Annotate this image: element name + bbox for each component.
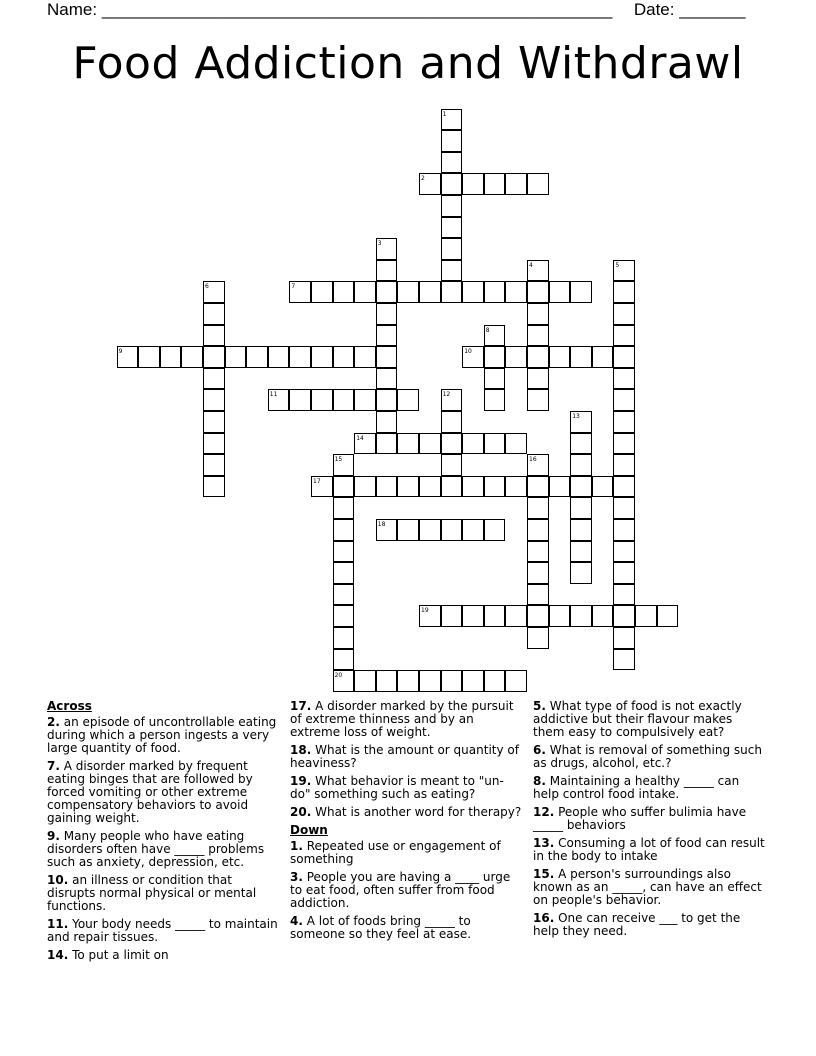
crossword-cell[interactable] xyxy=(613,411,635,433)
crossword-cell[interactable] xyxy=(484,368,506,390)
crossword-cell[interactable] xyxy=(203,411,225,433)
crossword-cell[interactable] xyxy=(613,454,635,476)
clue-across-19: 19. What behavior is meant to "un-do" something such as eating? xyxy=(290,774,504,801)
crossword-cell[interactable] xyxy=(549,346,571,368)
crossword-cell[interactable] xyxy=(333,584,355,606)
crossword-cell[interactable] xyxy=(484,519,506,541)
clue-number-label: 15 xyxy=(334,456,343,464)
clue-across-14: 14. To put a limit on xyxy=(47,948,169,962)
crossword-cell[interactable] xyxy=(527,173,549,195)
crossword-cell[interactable] xyxy=(527,281,549,303)
crossword-cell[interactable] xyxy=(441,238,463,260)
date-label: Date: xyxy=(633,0,675,19)
clue-across-2: 2. an episode of uncontrollable eating during which a person ingests a very large quantity of food. xyxy=(47,715,277,755)
clue-number-label: 11 xyxy=(269,391,278,399)
clue-number-label: 7 xyxy=(291,283,296,291)
clue-across-9: 9. Many people who have eating disorders often have _____ problems such as anxiety, depression, etc. xyxy=(47,829,265,869)
crossword-cell[interactable] xyxy=(505,476,527,498)
crossword-cell[interactable] xyxy=(570,433,592,455)
crossword-cell[interactable] xyxy=(397,433,419,455)
crossword-cell[interactable] xyxy=(505,173,527,195)
crossword-cell[interactable] xyxy=(613,346,635,368)
crossword-cell[interactable] xyxy=(354,346,376,368)
crossword-cell[interactable] xyxy=(505,346,527,368)
crossword-cell[interactable] xyxy=(484,325,506,347)
clue-down-16: 16. One can receive ___ to get the help they need. xyxy=(533,911,741,938)
clues-column-1 xyxy=(47,700,281,967)
crossword-cell[interactable] xyxy=(527,454,549,476)
clue-number-label: 16 xyxy=(529,456,537,464)
crossword-cell[interactable] xyxy=(289,389,311,411)
crossword-cell[interactable] xyxy=(203,303,225,325)
crossword-cell[interactable] xyxy=(203,389,225,411)
crossword-cell[interactable] xyxy=(592,346,614,368)
crossword-cell[interactable] xyxy=(570,562,592,584)
crossword-cell[interactable] xyxy=(570,346,592,368)
crossword-cell[interactable] xyxy=(527,368,549,390)
crossword-cell[interactable] xyxy=(570,519,592,541)
crossword-cell[interactable] xyxy=(441,109,463,131)
crossword-cell[interactable] xyxy=(613,433,635,455)
crossword-cell[interactable] xyxy=(505,281,527,303)
clue-down-6: 6. What is removal of something such as drugs, alcohol, etc.? xyxy=(533,743,762,770)
crossword-cell[interactable] xyxy=(268,389,290,411)
crossword-cell[interactable] xyxy=(505,670,527,692)
crossword-cell[interactable] xyxy=(203,368,225,390)
crossword-cell[interactable] xyxy=(441,670,463,692)
crossword-cell[interactable] xyxy=(203,281,225,303)
crossword-cell[interactable] xyxy=(484,346,506,368)
crossword-cell[interactable] xyxy=(354,281,376,303)
crossword-cell[interactable] xyxy=(376,281,398,303)
crossword-cell[interactable] xyxy=(419,433,441,455)
crossword-cell[interactable] xyxy=(376,411,398,433)
crossword-cell[interactable] xyxy=(333,454,355,476)
crossword-cell[interactable] xyxy=(333,627,355,649)
crossword-cell[interactable] xyxy=(613,519,635,541)
crossword-cell[interactable] xyxy=(441,433,463,455)
crossword-cell[interactable] xyxy=(397,476,419,498)
crossword-cell[interactable] xyxy=(527,389,549,411)
crossword-cell[interactable] xyxy=(527,325,549,347)
crossword-cell[interactable] xyxy=(484,433,506,455)
crossword-cell[interactable] xyxy=(376,303,398,325)
crossword-cell[interactable] xyxy=(527,519,549,541)
crossword-cell[interactable] xyxy=(527,303,549,325)
crossword-cell[interactable] xyxy=(160,346,182,368)
crossword-cell[interactable] xyxy=(203,346,225,368)
crossword-cell[interactable] xyxy=(376,670,398,692)
clue-number-label: 9 xyxy=(118,348,123,356)
crossword-cell[interactable] xyxy=(527,497,549,519)
crossword-cell[interactable] xyxy=(527,346,549,368)
crossword-cell[interactable] xyxy=(333,281,355,303)
crossword-cell[interactable] xyxy=(635,605,657,627)
crossword-cell[interactable] xyxy=(527,562,549,584)
crossword-cell[interactable] xyxy=(376,476,398,498)
crossword-cell[interactable] xyxy=(527,605,549,627)
crossword-cell[interactable] xyxy=(333,605,355,627)
crossword-cell[interactable] xyxy=(225,346,247,368)
clue-number-label: 3 xyxy=(377,240,382,248)
crossword-cell[interactable] xyxy=(419,519,441,541)
crossword-cell[interactable] xyxy=(484,173,506,195)
clue-number-label: 10 xyxy=(464,348,472,356)
crossword-cell[interactable] xyxy=(549,605,571,627)
crossword-cell[interactable] xyxy=(462,670,484,692)
clue-number-label: 6 xyxy=(205,283,209,291)
clue-number-label: 4 xyxy=(529,261,533,269)
crossword-cell[interactable] xyxy=(397,281,419,303)
crossword-cell[interactable] xyxy=(311,389,333,411)
crossword-cell[interactable] xyxy=(657,605,679,627)
crossword-cell[interactable] xyxy=(376,519,398,541)
crossword-cell[interactable] xyxy=(613,541,635,563)
crossword-cell[interactable] xyxy=(462,433,484,455)
crossword-cell[interactable] xyxy=(138,346,160,368)
crossword-cell[interactable] xyxy=(527,476,549,498)
clue-down-8: 8. Maintaining a healthy _____ can help control food intake. xyxy=(533,774,740,801)
crossword-cell[interactable] xyxy=(592,476,614,498)
clue-down-5: 5. What type of food is not exactly addictive but their flavour makes them easy to compulsively eat? xyxy=(533,699,742,739)
crossword-cell[interactable] xyxy=(397,519,419,541)
clues-column-2 xyxy=(290,700,524,946)
clue-number-label: 13 xyxy=(572,413,580,420)
crossword-cell[interactable] xyxy=(527,584,549,606)
name-label: Name: xyxy=(47,0,98,19)
crossword-cell[interactable] xyxy=(613,627,635,649)
crossword-cell[interactable] xyxy=(419,281,441,303)
crossword-cell[interactable] xyxy=(376,346,398,368)
clue-number-label: 14 xyxy=(356,434,364,442)
crossword-cell[interactable] xyxy=(484,670,506,692)
clue-down-13: 13. Consuming a lot of food can result in the body to intake xyxy=(533,836,765,863)
crossword-cell[interactable] xyxy=(505,433,527,455)
crossword-cell[interactable] xyxy=(311,346,333,368)
clue-number-label: 17 xyxy=(313,477,321,485)
name-field[interactable]: ______________________________________________________ xyxy=(101,0,613,19)
crossword-cell[interactable] xyxy=(117,346,139,368)
crossword-cell[interactable] xyxy=(570,605,592,627)
crossword-cell[interactable] xyxy=(376,433,398,455)
crossword-cell[interactable] xyxy=(613,497,635,519)
crossword-cell[interactable] xyxy=(181,346,203,368)
crossword-cell[interactable] xyxy=(441,476,463,498)
crossword-cell[interactable] xyxy=(311,281,333,303)
clue-number-label: 20 xyxy=(334,672,343,680)
clue-down-15: 15. A person's surroundings also known as an _____, can have an effect on people's behavior. xyxy=(533,867,762,907)
clue-down-1: 1. Repeated use or engagement of something xyxy=(290,839,501,866)
crossword-cell[interactable] xyxy=(613,562,635,584)
crossword-cell[interactable] xyxy=(462,281,484,303)
crossword-cell[interactable] xyxy=(484,389,506,411)
crossword-cell[interactable] xyxy=(376,260,398,282)
crossword-cell[interactable] xyxy=(333,541,355,563)
crossword-cell[interactable] xyxy=(268,346,290,368)
crossword-cell[interactable] xyxy=(419,605,441,627)
crossword-cell[interactable] xyxy=(441,195,463,217)
crossword-cell[interactable] xyxy=(333,346,355,368)
crossword-cell[interactable] xyxy=(203,476,225,498)
crossword-cell[interactable] xyxy=(441,389,463,411)
crossword-cell[interactable] xyxy=(376,238,398,260)
crossword-cell[interactable] xyxy=(613,303,635,325)
clue-across-20: 20. What is another word for therapy? xyxy=(290,805,522,819)
crossword-cell[interactable] xyxy=(549,281,571,303)
crossword-cell[interactable] xyxy=(376,368,398,390)
clue-down-4: 4. A lot of foods bring _____ to someone so they feel at ease. xyxy=(290,914,472,941)
clue-down-12: 12. People who suffer bulimia have _____ behaviors xyxy=(533,805,747,832)
crossword-cell[interactable] xyxy=(333,519,355,541)
crossword-cell[interactable] xyxy=(527,260,549,282)
down-header: Down xyxy=(290,823,328,837)
crossword-cell[interactable] xyxy=(613,260,635,282)
crossword-cell[interactable] xyxy=(419,476,441,498)
crossword-cell[interactable] xyxy=(354,476,376,498)
crossword-cell[interactable] xyxy=(203,325,225,347)
clue-number-label: 8 xyxy=(485,326,490,334)
crossword-cell[interactable] xyxy=(441,260,463,282)
crossword-cell[interactable] xyxy=(462,519,484,541)
clue-across-7: 7. A disorder marked by frequent eating binges that are followed by forced vomiting or other extreme compensatory behaviors to avoid gaining weight. xyxy=(47,759,253,825)
crossword-cell[interactable] xyxy=(203,454,225,476)
crossword-cell[interactable] xyxy=(570,411,592,433)
crossword-cell[interactable] xyxy=(462,605,484,627)
clues-column-3 xyxy=(533,700,767,943)
clue-across-18: 18. What is the amount or quantity of heaviness? xyxy=(290,743,519,770)
crossword-cell[interactable] xyxy=(354,670,376,692)
crossword-cell[interactable] xyxy=(613,584,635,606)
crossword-cell[interactable] xyxy=(376,389,398,411)
clue-across-17: 17. A disorder marked by the pursuit of extreme thinness and by an extreme loss of weight. xyxy=(290,699,514,739)
clue-across-10: 10. an illness or condition that disrupts normal physical or mental functions. xyxy=(47,873,257,913)
crossword-cell[interactable] xyxy=(613,325,635,347)
crossword-cell[interactable] xyxy=(333,670,355,692)
crossword-cell[interactable] xyxy=(289,281,311,303)
clue-number-label: 2 xyxy=(421,175,425,183)
crossword-cell[interactable] xyxy=(397,389,419,411)
crossword-cell[interactable] xyxy=(484,476,506,498)
crossword-cell[interactable] xyxy=(441,605,463,627)
crossword-cell[interactable] xyxy=(613,649,635,671)
crossword-cell[interactable] xyxy=(505,605,527,627)
crossword-cell[interactable] xyxy=(419,173,441,195)
crossword-cell[interactable] xyxy=(549,476,571,498)
crossword-cell[interactable] xyxy=(613,389,635,411)
crossword-cell[interactable] xyxy=(441,411,463,433)
crossword-cell[interactable] xyxy=(613,605,635,627)
crossword-cell[interactable] xyxy=(246,346,268,368)
crossword-cell[interactable] xyxy=(484,281,506,303)
crossword-cell[interactable] xyxy=(289,346,311,368)
crossword-cell[interactable] xyxy=(419,670,441,692)
crossword-cell[interactable] xyxy=(354,433,376,455)
clue-number-label: 12 xyxy=(442,391,451,399)
crossword-cell[interactable] xyxy=(354,389,376,411)
clue-number-label: 5 xyxy=(615,261,620,269)
crossword-cell[interactable] xyxy=(397,670,419,692)
crossword-cell[interactable] xyxy=(462,346,484,368)
crossword-cell[interactable] xyxy=(333,649,355,671)
crossword-cell[interactable] xyxy=(311,476,333,498)
page-title: Food Addiction and Withdrawl xyxy=(72,38,744,89)
crossword-cell[interactable] xyxy=(333,476,355,498)
crossword-cell[interactable] xyxy=(527,541,549,563)
crossword-cell[interactable] xyxy=(570,454,592,476)
crossword-cell[interactable] xyxy=(592,605,614,627)
crossword-cell[interactable] xyxy=(484,605,506,627)
crossword-cell[interactable] xyxy=(527,627,549,649)
crossword-cell[interactable] xyxy=(203,433,225,455)
crossword-cell[interactable] xyxy=(333,497,355,519)
crossword-cell[interactable] xyxy=(441,217,463,239)
clue-across-11: 11. Your body needs _____ to maintain and repair tissues. xyxy=(47,917,278,944)
crossword-cell[interactable] xyxy=(613,281,635,303)
crossword-cell[interactable] xyxy=(570,541,592,563)
clue-down-3: 3. People you are having a ____ urge to eat food, often suffer from food addiction. xyxy=(290,870,511,910)
crossword-cell[interactable] xyxy=(570,497,592,519)
crossword-cell[interactable] xyxy=(441,173,463,195)
crossword-cell[interactable] xyxy=(333,389,355,411)
crossword-cell[interactable] xyxy=(570,281,592,303)
date-field[interactable]: _______ xyxy=(679,0,746,19)
crossword-cell[interactable] xyxy=(613,476,635,498)
crossword-cell[interactable] xyxy=(570,476,592,498)
crossword-cell[interactable] xyxy=(441,519,463,541)
crossword-cell[interactable] xyxy=(441,152,463,174)
crossword-cell[interactable] xyxy=(613,368,635,390)
crossword-cell[interactable] xyxy=(441,454,463,476)
crossword-cell[interactable] xyxy=(376,325,398,347)
clue-number-label: 1 xyxy=(442,110,447,118)
crossword-cell[interactable] xyxy=(441,281,463,303)
crossword-cell[interactable] xyxy=(462,476,484,498)
clue-number-label: 19 xyxy=(421,607,429,615)
crossword-cell[interactable] xyxy=(441,130,463,152)
crossword-cell[interactable] xyxy=(462,173,484,195)
clue-number-label: 18 xyxy=(377,521,386,528)
crossword-cell[interactable] xyxy=(333,562,355,584)
across-header: Across xyxy=(47,699,92,713)
